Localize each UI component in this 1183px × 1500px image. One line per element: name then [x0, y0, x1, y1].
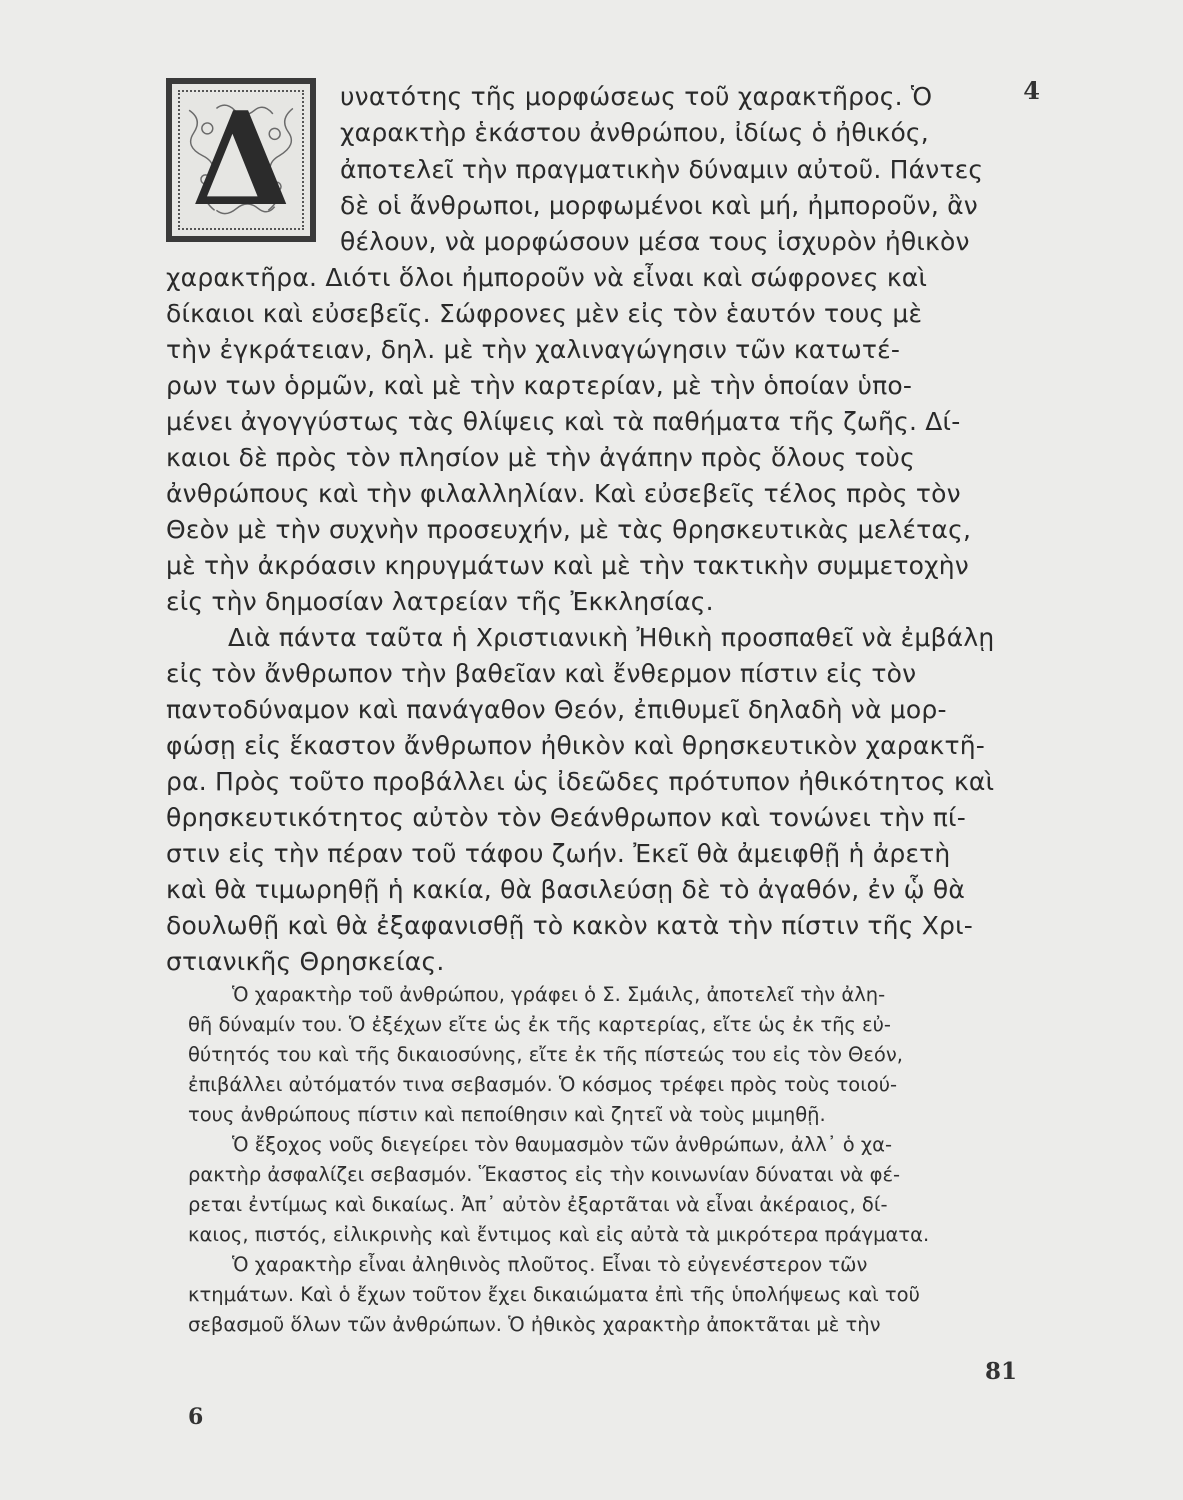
body-line: ἀνθρώπους καὶ τὴν φιλαλληλίαν. Καὶ εὐσεβεῖς τέλος πρὸς τὸν	[166, 479, 961, 508]
page-number: 81	[985, 1358, 1018, 1385]
body-line: καὶ θὰ τιμωρηθῇ ἡ κακία, θὰ βασιλεύσῃ δὲ τὸ ἀγαθόν, ἐν ᾧ θὰ	[166, 875, 966, 904]
body-line: ρων των ὁρμῶν, καὶ μὲ τὴν καρτερίαν, μὲ τὴν ὁποίαν ὑπο-	[166, 371, 913, 400]
footnote-line: κτημάτων. Καὶ ὁ ἔχων τοῦτον ἔχει δικαιώματα ἐπὶ τῆς ὑπολήψεως καὶ τοῦ	[188, 1283, 920, 1306]
signature-number: 6	[188, 1404, 204, 1430]
body-line: εἰς τὸν ἄνθρωπον τὴν βαθεῖαν καὶ ἔνθερμον πίστιν εἰς τὸν	[166, 659, 917, 688]
footnote-line: καιος, πιστός, εἰλικρινὴς καὶ ἔντιμος καὶ εἰς αὐτὰ τὰ μικρότερα πράγματα.	[188, 1223, 930, 1246]
footnote-line: τους ἀνθρώπους πίστιν καὶ πεποίθησιν καὶ ζητεῖ νὰ τοὺς μιμηθῇ.	[188, 1103, 826, 1126]
body-line: στιανικῆς Θρησκείας.	[166, 947, 445, 976]
body-line: τὴν ἐγκράτειαν, δηλ. μὲ τὴν χαλιναγώγησιν τῶν κατωτέ-	[166, 335, 901, 364]
body-line: δὲ οἱ ἄνθρωποι, μορφωμένοι καὶ μή, ἠμποροῦν, ἂν	[340, 191, 978, 220]
footnote-line: θύτητός του καὶ τῆς δικαιοσύνης, εἴτε ἐκ τῆς πίστεώς του εἰς τὸν Θεόν,	[188, 1043, 903, 1066]
footnote-line: ρεται ἐντίμως καὶ δικαίως. Ἀπ᾽ αὐτὸν ἐξαρτᾶται νὰ εἶναι ἀκέραιος, δί-	[188, 1193, 888, 1216]
body-line: Θεὸν μὲ τὴν συχνὴν προσευχήν, μὲ τὰς θρησκευτικὰς μελέτας,	[166, 515, 972, 544]
body-line: καιοι δὲ πρὸς τὸν πλησίον μὲ τὴν ἀγάπην πρὸς ὅλους τοὺς	[166, 443, 915, 472]
body-line: φώσῃ εἰς ἕκαστον ἄνθρωπον ἠθικὸν καὶ θρησκευτικὸν χαρακτῆ-	[166, 731, 985, 760]
body-line: εἰς τὴν δημοσίαν λατρείαν τῆς Ἐκκλησίας.	[166, 587, 714, 616]
footnote-line: θῆ δύναμίν του. Ὁ ἐξέχων εἴτε ὡς ἐκ τῆς καρτερίας, εἴτε ὡς ἐκ τῆς εὐ-	[188, 1013, 891, 1036]
body-line: δίκαιοι καὶ εὐσεβεῖς. Σώφρονες μὲν εἰς τὸν ἑαυτόν τους μὲ	[166, 299, 923, 328]
drop-cap-letter: Δ	[191, 85, 291, 235]
drop-cap-frame	[178, 85, 304, 235]
body-line: υνατότης τῆς μορφώσεως τοῦ χαρακτῆρος. Ὁ	[340, 82, 933, 111]
body-line: παντοδύναμον καὶ πανάγαθον Θεόν, ἐπιθυμεῖ δηλαδὴ νὰ μορ-	[166, 695, 947, 724]
margin-number: 4	[1023, 76, 1040, 105]
body-line: χαρακτὴρ ἑκάστου ἀνθρώπου, ἰδίως ὁ ἠθικός,	[340, 118, 929, 147]
footnote-line: ρακτὴρ ἀσφαλίζει σεβασμόν. Ἕκαστος εἰς τὴν κοινωνίαν δύναται νὰ φέ-	[188, 1163, 901, 1186]
body-line: Διὰ πάντα ταῦτα ἡ Χριστιανικὴ Ἠθικὴ προσπαθεῖ νὰ ἐμβάλῃ	[228, 623, 995, 652]
body-line: θέλουν, νὰ μορφώσουν μέσα τους ἰσχυρὸν ἠθικὸν	[340, 227, 970, 256]
footnote-line: σεβασμοῦ ὅλων τῶν ἀνθρώπων. Ὁ ἠθικὸς χαρακτὴρ ἀποκτᾶται μὲ τὴν	[188, 1313, 881, 1336]
body-line: θρησκευτικότητος αὐτὸν τὸν Θεάνθρωπον καὶ τονώνει τὴν πί-	[166, 803, 966, 832]
body-line: ἀποτελεῖ τὴν πραγματικὴν δύναμιν αὐτοῦ. Πάντες	[340, 155, 984, 184]
footnote-line: ἐπιβάλλει αὐτόματόν τινα σεβασμόν. Ὁ κόσμος τρέφει πρὸς τοὺς τοιού-	[188, 1073, 898, 1096]
body-line: μὲ τὴν ἀκρόασιν κηρυγμάτων καὶ μὲ τὴν τακτικὴν συμμετοχὴν	[166, 551, 969, 580]
ornamental-drop-cap	[166, 78, 316, 242]
footnote-line: Ὁ χαρακτὴρ τοῦ ἀνθρώπου, γράφει ὁ Σ. Σμάιλς, ἀποτελεῖ τὴν ἀλη-	[232, 983, 886, 1006]
body-line: ρα. Πρὸς τοῦτο προβάλλει ὡς ἰδεῶδες πρότυπον ἠθικότητος καὶ	[166, 767, 995, 796]
footnote-line: Ὁ ἔξοχος νοῦς διεγείρει τὸν θαυμασμὸν τῶν ἀνθρώπων, ἀλλ᾽ ὁ χα-	[232, 1133, 893, 1156]
body-line: στιν εἰς τὴν πέραν τοῦ τάφου ζωήν. Ἐκεῖ θὰ ἀμειφθῇ ἡ ἀρετὴ	[166, 839, 951, 868]
body-line: δουλωθῇ καὶ θὰ ἐξαφανισθῇ τὸ κακὸν κατὰ τὴν πίστιν τῆς Χρι-	[166, 911, 973, 940]
body-line: χαρακτῆρα. Διότι ὅλοι ἠμποροῦν νὰ εἶναι καὶ σώφρονες καὶ	[166, 263, 928, 292]
body-line: μένει ἀγογγύστως τὰς θλίψεις καὶ τὰ παθήματα τῆς ζωῆς. Δί-	[166, 407, 961, 436]
footnote-line: Ὁ χαρακτὴρ εἶναι ἀληθινὸς πλοῦτος. Εἶναι τὸ εὐγενέστερον τῶν	[232, 1253, 868, 1276]
